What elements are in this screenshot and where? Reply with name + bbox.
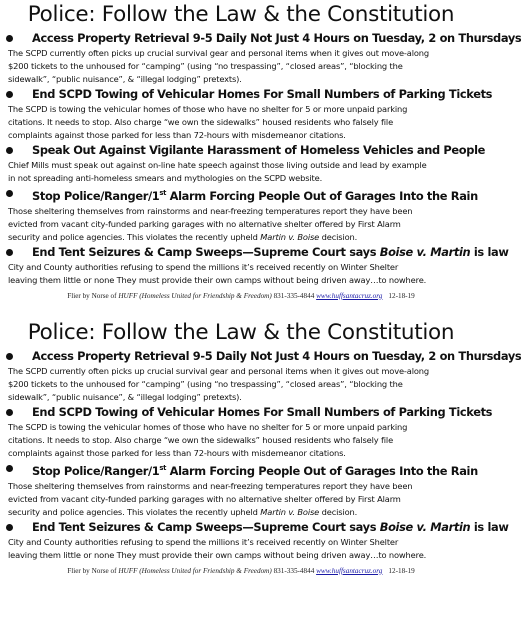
- body-line: leaving them little or none They must provide their own camps without being driven away…to nowhere.: [8, 549, 427, 560]
- body-line: City and County authorities refusing to spend the millions it’s received recently on Winter Shelter: [8, 261, 399, 272]
- body-line: in not spreading anti-homeless smears and mythologies on the SCPD website.: [8, 173, 323, 183]
- item-heading: Speak Out Against Vigilante Harassment of Homeless Vehicles and People: [32, 143, 485, 157]
- footer-date: 12-18-19: [388, 566, 415, 575]
- item-heading: Access Property Retrieval 9-5 Daily Not Just 4 Hours on Tuesday, 2 on Thursdays: [32, 349, 521, 363]
- bullet-icon: [6, 409, 13, 416]
- footer-website-link[interactable]: www.huffsantacruz.org: [316, 566, 383, 575]
- item-heading: Stop Police/Ranger/1st Alarm Forcing People Out of Garages Into the Rain: [32, 463, 478, 478]
- item-body: [8, 205, 476, 244]
- flier-footer: [6, 567, 476, 575]
- body-line: Those sheltering themselves from rainstorms and near-freezing temperatures report they have been: [8, 480, 413, 491]
- body-line: The SCPD is towing the vehicular homes of those who have no shelter for 5 or more unpaid parking: [8, 422, 408, 432]
- bullet-icon: [6, 353, 13, 360]
- body-line: The SCPD currently often picks up crucial survival gear and personal items when it gives out move-along: [8, 48, 430, 58]
- body-line: sidewalk”, “public nuisance”, & “illegal lodging” pretexts).: [8, 74, 242, 84]
- body-line: sidewalk”, “public nuisance”, & “illegal lodging” pretexts).: [8, 392, 242, 402]
- footer-prefix: Flier by Norse of: [67, 291, 119, 300]
- body-line: citations. It needs to stop. Also charge “we own the sidewalks” housed residents who falsely file: [8, 435, 394, 445]
- body-line: evicted from vacant city-funded parking garages with no alternative shelter offered by First Alarm: [8, 218, 401, 229]
- list-item: [6, 185, 476, 244]
- body-line: Those sheltering themselves from rainstorms and near-freezing temperatures report they have been: [8, 205, 413, 216]
- body-line: The SCPD currently often picks up crucial survival gear and personal items when it gives out move-along: [8, 366, 430, 376]
- item-heading: End SCPD Towing of Vehicular Homes For Small Numbers of Parking Tickets: [32, 87, 493, 101]
- footer-website-link[interactable]: www.huffsantacruz.org: [316, 291, 383, 300]
- bullet-icon: [6, 524, 13, 531]
- list-item: [6, 348, 521, 404]
- bullet-icon: [6, 91, 13, 98]
- list-item: [6, 244, 509, 287]
- footer-prefix: Flier by Norse of: [67, 566, 119, 575]
- item-body: [8, 159, 476, 185]
- body-line: Chief Mills must speak out against on-line hate speech against those living outside and lead by example: [8, 160, 427, 170]
- flier-footer: [6, 292, 476, 300]
- body-line: $200 tickets to the unhoused for “camping” (using “no trespassing”, “closed areas”, “blocking the: [8, 61, 403, 71]
- list-item: [6, 460, 476, 519]
- list-item: [6, 519, 509, 562]
- item-body: [8, 261, 476, 287]
- flier-bottom: [0, 318, 521, 628]
- footer-date: 12-18-19: [388, 291, 415, 300]
- item-body: [8, 480, 476, 519]
- body-line: security and police agencies. This violates the recently upheld Martin v. Boise decision.: [8, 506, 358, 517]
- item-body: [8, 365, 476, 404]
- footer-phone: 831-335-4844: [271, 291, 317, 300]
- item-heading: Stop Police/Ranger/1st Alarm Forcing People Out of Garages Into the Rain: [32, 188, 478, 203]
- bullet-icon: [6, 147, 13, 154]
- list-item: [6, 404, 493, 460]
- list-item: [6, 86, 493, 142]
- flier-title: Police: Follow the Law & the Constitution: [27, 320, 455, 345]
- item-body: [8, 103, 476, 142]
- item-heading: Access Property Retrieval 9-5 Daily Not Just 4 Hours on Tuesday, 2 on Thursdays: [32, 31, 521, 45]
- list-item: [6, 142, 485, 185]
- item-heading: End SCPD Towing of Vehicular Homes For Small Numbers of Parking Tickets: [32, 405, 493, 419]
- body-line: $200 tickets to the unhoused for “camping” (using “no trespassing”, “closed areas”, “blocking the: [8, 379, 403, 389]
- bullet-icon: [6, 465, 13, 472]
- bullet-icon: [6, 35, 13, 42]
- body-line: leaving them little or none They must provide their own camps without being driven away…to nowhere.: [8, 274, 427, 285]
- body-line: security and police agencies. This violates the recently upheld Martin v. Boise decision.: [8, 231, 358, 242]
- flier-title: Police: Follow the Law & the Constitution: [27, 2, 455, 27]
- list-item: [6, 30, 521, 86]
- body-line: citations. It needs to stop. Also charge “we own the sidewalks” housed residents who falsely file: [8, 117, 394, 127]
- item-body: [8, 47, 476, 86]
- item-body: [8, 421, 476, 460]
- body-line: complaints against those parked for less than 72-hours with misdemeanor citations.: [8, 448, 346, 458]
- bullet-icon: [6, 190, 13, 197]
- bullet-icon: [6, 249, 13, 256]
- body-line: City and County authorities refusing to spend the millions it’s received recently on Winter Shelter: [8, 536, 399, 547]
- body-line: complaints against those parked for less than 72-hours with misdemeanor citations.: [8, 130, 346, 140]
- footer-org: HUFF (Homeless United for Friendship & Freedom): [118, 566, 272, 575]
- footer-org: HUFF (Homeless United for Friendship & Freedom): [118, 291, 272, 300]
- item-body: [8, 536, 476, 562]
- body-line: The SCPD is towing the vehicular homes of those who have no shelter for 5 or more unpaid parking: [8, 104, 408, 114]
- item-heading: End Tent Seizures & Camp Sweeps—Supreme Court says Boise v. Martin is law: [32, 244, 509, 259]
- footer-phone: 831-335-4844: [271, 566, 317, 575]
- item-heading: End Tent Seizures & Camp Sweeps—Supreme Court says Boise v. Martin is law: [32, 519, 509, 534]
- body-line: evicted from vacant city-funded parking garages with no alternative shelter offered by First Alarm: [8, 493, 401, 504]
